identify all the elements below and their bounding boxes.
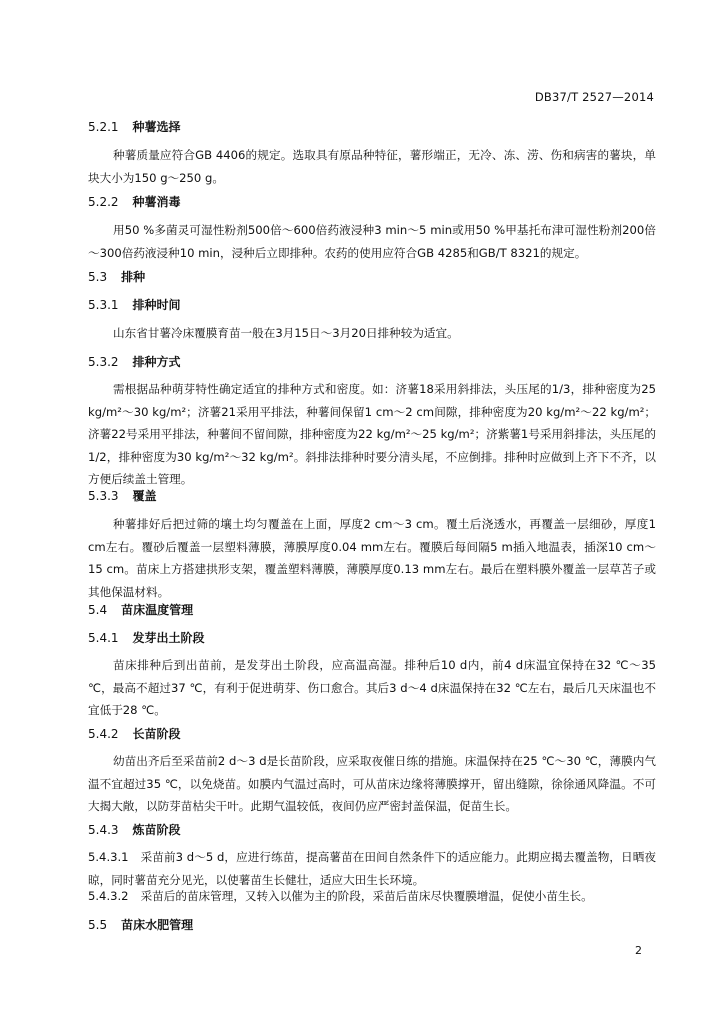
subclause-text: 采苗后的苗床管理，又转入以催为主的阶段，采苗后苗床尽快覆膜增温，促使小苗生长。	[140, 889, 593, 903]
section-heading-5-2-1	[88, 119, 656, 135]
paragraph-5-3-2: 需根据品种萌芽特性确定适宜的排种方式和密度。如：济薯18采用斜排法，头压尾的1/3，排种密度为25 kg/m²～30 kg/m²；济薯21采用平排法，种薯间保留1 cm～2 cm间隙，排种密度为20 kg/m²～22 kg/m²；济薯22号采用平排法，种薯间不留间隙，排种密度为22 kg/m²～25 kg/m²；济紫薯1号采用斜排法，头压尾的1/2，排种密度为30 kg/m²～32 kg/m²。斜排法排种时要分清头尾，不应倒排。排种时应做到上齐下不齐，以方便后续盖土管理。	[88, 382, 656, 486]
paragraph-5-4-1: 苗床排种后到出苗前，是发芽出土阶段，应高温高湿。排种后10 d内，前4 d床温宜保持在32 ℃～35 ℃，最高不超过37 ℃，有利于促进萌芽、伤口愈合。其后3 d～4 d床温保持在32 ℃左右，最后几天床温也不宜低于28 ℃。	[88, 658, 656, 717]
section-title: 覆盖	[132, 489, 157, 503]
section-title: 排种时间	[132, 298, 181, 312]
section-number: 5.2.2	[88, 195, 119, 209]
section-title: 种薯选择	[132, 120, 181, 134]
section-heading-5-2-2	[88, 194, 656, 210]
section-heading-5-3-2	[88, 354, 656, 370]
section-title: 苗床水肥管理	[121, 918, 194, 932]
document-code: DB37/T 2527—2014	[534, 90, 654, 104]
section-number: 5.3	[88, 270, 108, 284]
section-title: 苗床温度管理	[121, 603, 194, 617]
section-number: 5.3.1	[88, 298, 119, 312]
section-heading-5-4-3	[88, 822, 656, 838]
paragraph-5-3-3: 种薯排好后把过筛的壤土均匀覆盖在上面，厚度2 cm～3 cm。覆土后浇透水，再覆盖一层细砂，厚度1 cm左右。覆砂后覆盖一层塑料薄膜，薄膜厚度0.04 mm左右。覆膜后每间隔5 m插入地温表，插深10 cm～15 cm。苗床上方搭建拱形支架，覆盖塑料薄膜，薄膜厚度0.13 mm左右。最后在塑料膜外覆盖一层草苫子或其他保温材料。	[88, 517, 656, 599]
section-heading-5-3	[88, 269, 656, 285]
section-number: 5.3.2	[88, 355, 119, 369]
section-number: 5.4	[88, 603, 108, 617]
subclause-5-4-3-2	[88, 885, 656, 908]
section-heading-5-4-1	[88, 630, 656, 646]
section-number: 5.4.2	[88, 727, 119, 741]
section-number: 5.2.1	[88, 120, 119, 134]
section-title: 发芽出土阶段	[132, 631, 205, 645]
section-title: 排种	[121, 270, 146, 284]
section-heading-5-3-3	[88, 488, 656, 504]
section-title: 种薯消毒	[132, 195, 181, 209]
section-heading-5-3-1	[88, 297, 656, 313]
section-number: 5.4.1	[88, 631, 119, 645]
page-number: 2	[635, 944, 642, 957]
section-heading-5-4	[88, 602, 656, 618]
section-title: 排种方式	[132, 355, 181, 369]
section-number: 5.3.3	[88, 489, 119, 503]
paragraph-5-2-1: 种薯质量应符合GB 4406的规定。选取具有原品种特征，薯形端正，无冷、冻、涝、伤和病害的薯块，单块大小为150 g～250 g。	[88, 148, 656, 185]
subclause-text: 采苗前3 d～5 d，应进行练苗，提高薯苗在田间自然条件下的适应能力。此期应揭去覆盖物，日晒夜晾，同时薯苗充分见光，以使薯苗生长健壮，适应大田生长环境。	[88, 850, 656, 887]
paragraph-5-4-2: 幼苗出齐后至采苗前2 d～3 d是长苗阶段，应采取夜催日练的措施。床温保持在25 ℃～30 ℃，薄膜内气温不宜超过35 ℃，以免烧苗。如膜内气温过高时，可从苗床边缘将薄膜撑开，留出缝隙，徐徐通风降温。不可大揭大敞，以防芽苗枯尖干叶。此期气温较低，夜间仍应严密封盖保温，促苗生长。	[88, 754, 656, 813]
subclause-number: 5.4.3.2	[88, 889, 129, 903]
section-number: 5.5	[88, 918, 108, 932]
subclause-number: 5.4.3.1	[88, 850, 129, 864]
section-number: 5.4.3	[88, 823, 119, 837]
section-title: 炼苗阶段	[132, 823, 181, 837]
section-heading-5-5	[88, 917, 656, 933]
section-title: 长苗阶段	[132, 727, 181, 741]
paragraph-5-3-1: 山东省甘薯冷床覆膜育苗一般在3月15日～3月20日排种较为适宜。	[113, 326, 459, 340]
section-heading-5-4-2	[88, 726, 656, 742]
paragraph-5-2-2: 用50 %多菌灵可湿性粉剂500倍～600倍药液浸种3 min～5 min或用50 %甲基托布津可湿性粉剂200倍～300倍药液浸种10 min，浸种后立即排种。农药的使用应符合GB 4285和GB/T 8321的规定。	[88, 223, 656, 260]
